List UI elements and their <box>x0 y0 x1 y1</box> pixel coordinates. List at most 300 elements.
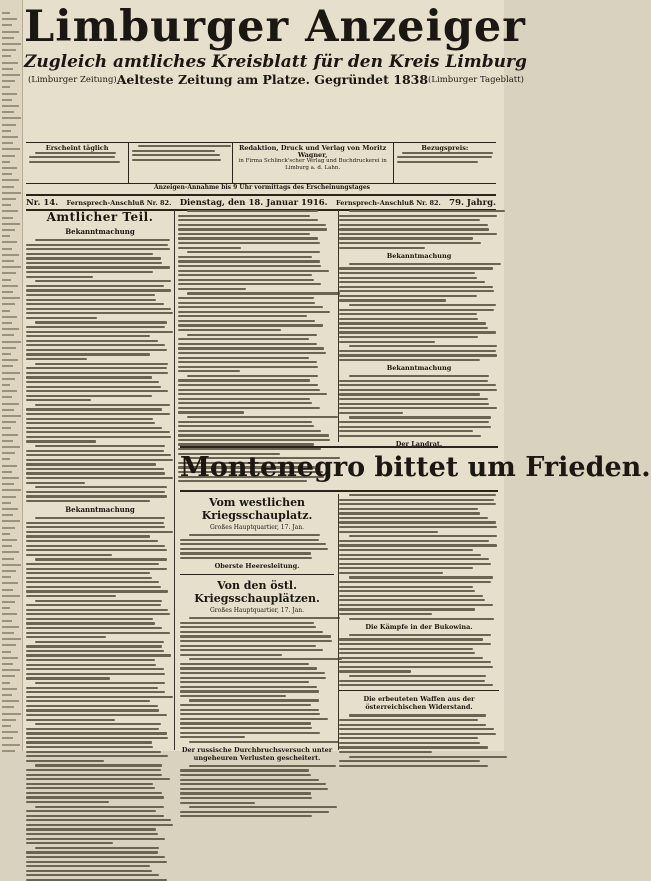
masthead <box>24 2 527 87</box>
edge-text-line <box>2 589 13 591</box>
edge-text-line <box>2 409 14 411</box>
text-line <box>180 811 329 813</box>
text-line <box>26 760 104 762</box>
text-line <box>26 590 168 592</box>
edge-text-line <box>2 99 12 101</box>
text-line <box>339 341 435 343</box>
edge-text-line <box>2 502 11 504</box>
edge-text-line <box>2 272 16 274</box>
text-line <box>339 393 480 395</box>
text-line <box>26 668 164 670</box>
edge-text-line <box>2 576 11 578</box>
edge-text-line <box>2 471 12 473</box>
text-line <box>26 709 159 711</box>
text-line <box>339 318 478 320</box>
text-line <box>180 631 323 633</box>
text-line <box>339 549 473 551</box>
text-line <box>189 617 340 619</box>
text-line <box>178 389 320 391</box>
edge-text-line <box>2 452 15 454</box>
notice-heading: Bekanntmachung <box>386 251 452 260</box>
text-line <box>339 728 494 730</box>
text-line <box>26 833 158 835</box>
text-line <box>26 778 170 780</box>
text-line <box>26 463 156 465</box>
text-line <box>180 732 320 734</box>
edge-text-line <box>2 669 20 671</box>
text-line <box>178 347 324 349</box>
text-line <box>339 224 488 226</box>
text-line <box>339 737 478 739</box>
text-line <box>339 742 480 744</box>
edge-text-line <box>2 365 13 367</box>
edge-text-line <box>2 303 15 305</box>
text-line <box>189 806 337 808</box>
text-line <box>178 439 330 441</box>
text-line <box>178 398 310 400</box>
edge-text-line <box>2 601 15 603</box>
right-tag: (Limburger Tageblatt) <box>428 75 524 85</box>
text-line <box>339 526 497 528</box>
text-line <box>339 322 486 324</box>
text-line <box>339 680 485 682</box>
text-line <box>26 431 170 433</box>
edge-text-line <box>2 396 12 398</box>
text-line <box>26 459 173 461</box>
divider <box>180 574 334 575</box>
newspaper-title: Limburger Anzeiger <box>24 2 526 52</box>
text-line <box>178 393 327 395</box>
article-text <box>26 517 174 881</box>
text-line <box>339 558 489 560</box>
text-line <box>339 313 477 315</box>
text-line <box>26 572 150 574</box>
edge-text-line <box>2 310 10 312</box>
edge-text-line <box>2 434 18 436</box>
text-line <box>26 636 106 638</box>
article-subhead: Die erbeuteten Waffen aus der österreichischen Widerstand. <box>363 695 475 712</box>
text-line <box>26 586 161 588</box>
text-line <box>26 545 165 547</box>
notice-heading: Bekanntmachung <box>386 364 452 373</box>
text-line <box>132 159 221 161</box>
publisher-line: in Firma Schlinck'scher Verlag und Buchdruckerei in Limburg a. d. Lahn. <box>238 158 387 171</box>
info-box-publication <box>26 143 128 183</box>
text-line <box>178 215 310 217</box>
edge-text-line <box>2 353 11 355</box>
text-line <box>178 425 314 427</box>
text-line <box>26 796 164 798</box>
article-text <box>339 210 499 249</box>
edge-text-line <box>2 620 12 622</box>
text-line <box>339 412 403 414</box>
edge-text-line <box>2 204 11 206</box>
text-line <box>339 290 494 292</box>
text-line <box>26 838 165 840</box>
text-line <box>178 233 310 235</box>
text-line <box>349 714 487 716</box>
text-line <box>339 638 483 640</box>
text-line <box>132 154 220 156</box>
edge-text-line <box>2 12 10 14</box>
edge-text-line <box>2 93 17 95</box>
text-line <box>178 357 309 359</box>
edge-text-line <box>2 632 14 634</box>
text-line <box>26 714 167 716</box>
text-line <box>178 237 318 239</box>
text-line <box>339 237 473 239</box>
text-line <box>26 317 97 319</box>
text-line <box>26 874 159 876</box>
edge-text-line <box>2 713 21 715</box>
text-line <box>339 309 494 311</box>
text-line <box>187 334 316 336</box>
edge-text-line <box>2 564 21 566</box>
main-headline: Montenegro bittet um Frieden. <box>180 446 498 492</box>
founding-line: Aelteste Zeitung am Platze. Gegründet 1838 <box>116 72 429 87</box>
text-line <box>178 311 330 313</box>
text-line <box>178 320 315 322</box>
edge-text-line <box>2 644 16 646</box>
text-line <box>339 281 485 283</box>
text-line <box>339 684 493 686</box>
text-line <box>26 581 159 583</box>
text-line <box>339 733 496 735</box>
text-line <box>339 277 477 279</box>
text-line <box>26 604 161 606</box>
text-line <box>26 664 156 666</box>
text-line <box>180 709 319 711</box>
text-line <box>180 769 309 771</box>
info-box-text <box>29 152 125 163</box>
info-box-head: Erscheint täglich <box>45 144 109 152</box>
text-line <box>339 760 480 762</box>
text-line <box>178 270 329 272</box>
text-line <box>26 344 165 346</box>
edge-text-line <box>2 297 20 299</box>
text-line <box>339 670 411 672</box>
edge-text-line <box>2 37 14 39</box>
text-line <box>29 156 115 158</box>
text-line <box>339 499 494 501</box>
text-line <box>35 321 167 323</box>
text-line <box>180 797 312 799</box>
info-box-text <box>397 152 493 163</box>
column-right-top <box>338 210 499 448</box>
info-box-price <box>393 143 496 183</box>
text-line <box>26 276 93 278</box>
article-text <box>180 617 334 743</box>
edge-text-line <box>2 217 13 219</box>
text-line <box>26 865 150 867</box>
phone-right: Fernsprech-Anschluß Nr. 82. <box>336 198 441 207</box>
text-line <box>26 728 159 730</box>
article-text <box>339 375 499 437</box>
edge-text-line <box>2 675 15 677</box>
edge-text-line <box>2 520 20 522</box>
text-line <box>178 288 246 290</box>
text-line <box>180 722 311 724</box>
notice-signature: Der Landrat. <box>395 439 443 448</box>
text-line <box>339 389 497 391</box>
text-line <box>35 806 164 808</box>
text-line <box>35 445 165 447</box>
info-box-ornament <box>128 143 231 183</box>
text-line <box>339 380 488 382</box>
article-text <box>180 765 334 818</box>
text-line <box>339 604 493 606</box>
edge-text-line <box>2 192 21 194</box>
edge-text-line <box>2 551 19 553</box>
edge-text-line <box>2 750 15 752</box>
text-line <box>349 345 498 347</box>
text-line <box>180 539 319 541</box>
text-line <box>26 741 152 743</box>
text-line <box>26 408 162 410</box>
text-line <box>178 274 312 276</box>
edge-text-line <box>2 390 17 392</box>
text-line <box>26 654 171 656</box>
edge-text-line <box>2 248 12 250</box>
edge-text-line <box>2 198 16 200</box>
edge-text-line <box>2 458 10 460</box>
text-line <box>26 440 96 442</box>
text-line <box>349 756 507 758</box>
edge-text-line <box>2 477 19 479</box>
dispatch-dateline: Großes Hauptquartier, 17. Jan. <box>209 524 304 531</box>
text-line <box>26 312 173 314</box>
text-line <box>26 819 171 821</box>
edge-text-line <box>2 179 19 181</box>
text-line <box>26 554 112 556</box>
text-line <box>26 659 155 661</box>
text-line <box>339 719 478 721</box>
edge-text-line <box>2 682 10 684</box>
edge-text-line <box>2 359 18 361</box>
edge-text-line <box>2 663 13 665</box>
edge-text-line <box>2 384 10 386</box>
edge-text-line <box>2 291 13 293</box>
text-line <box>26 303 164 305</box>
text-line <box>26 477 173 479</box>
edge-text-line <box>2 651 11 653</box>
text-line <box>339 215 497 217</box>
text-line <box>339 581 491 583</box>
text-line <box>187 292 339 294</box>
edge-text-line <box>2 173 12 175</box>
edge-text-line <box>2 235 10 237</box>
section-heading: Vom westlichen Kriegsschauplatz. <box>201 496 313 522</box>
text-line <box>26 787 155 789</box>
text-line <box>339 354 497 356</box>
edge-text-line <box>2 440 13 442</box>
info-box-head: Bezugspreis: <box>421 144 469 152</box>
text-line <box>26 395 152 397</box>
text-line <box>180 663 309 665</box>
text-line <box>26 253 153 255</box>
edge-text-line <box>2 719 16 721</box>
text-line <box>26 851 158 853</box>
text-line <box>178 302 315 304</box>
text-line <box>26 824 173 826</box>
edge-text-line <box>2 229 15 231</box>
text-line <box>339 572 443 574</box>
info-bar <box>26 142 496 184</box>
article-text <box>339 634 499 687</box>
edge-text-line <box>2 613 17 615</box>
text-line <box>180 736 245 738</box>
edge-text-line <box>2 341 21 343</box>
text-line <box>26 769 161 771</box>
text-line <box>26 673 165 675</box>
newspaper-subtitle: Zugleich amtliches Kreisblatt für den Kreis Limburg <box>24 52 527 72</box>
text-line <box>180 779 319 781</box>
column-middle-top <box>178 210 332 442</box>
text-line <box>339 643 491 645</box>
text-line <box>26 468 164 470</box>
column-war-reports <box>180 494 334 762</box>
text-line <box>349 304 496 306</box>
text-line <box>339 657 483 659</box>
text-line <box>26 271 153 273</box>
text-line <box>339 724 486 726</box>
edge-text-line <box>2 415 21 417</box>
text-line <box>178 379 310 381</box>
text-line <box>178 370 240 372</box>
text-line <box>26 732 167 734</box>
text-line <box>26 627 162 629</box>
text-line <box>339 540 489 542</box>
edge-text-line <box>2 570 16 572</box>
edge-text-line <box>2 483 14 485</box>
text-line <box>178 219 318 221</box>
text-line <box>35 641 164 643</box>
notice-heading: Bekanntmachung <box>65 227 135 236</box>
text-line <box>178 283 321 285</box>
text-line <box>26 801 109 803</box>
edge-text-line <box>2 105 19 107</box>
edge-text-line <box>2 638 21 640</box>
text-line <box>26 413 170 415</box>
volume-year: 79. Jahrg. <box>449 197 496 208</box>
text-line <box>26 500 150 502</box>
text-line <box>339 398 488 400</box>
text-line <box>35 558 167 560</box>
text-line <box>26 677 110 679</box>
edge-text-line <box>2 378 15 380</box>
text-line <box>339 586 473 588</box>
edge-text-line <box>2 334 14 336</box>
text-line <box>138 145 231 147</box>
edge-text-line <box>2 427 11 429</box>
text-line <box>180 690 319 692</box>
text-line <box>132 150 215 152</box>
text-line <box>26 244 168 246</box>
text-line <box>178 402 312 404</box>
text-line <box>189 741 338 743</box>
text-line <box>26 687 158 689</box>
text-line <box>187 210 318 212</box>
edge-text-line <box>2 24 12 26</box>
edge-text-line <box>2 186 14 188</box>
edge-text-line <box>2 706 14 708</box>
text-line <box>26 289 171 291</box>
text-line <box>35 404 170 406</box>
text-line <box>187 416 338 418</box>
edge-text-line <box>2 68 13 70</box>
text-line <box>26 755 168 757</box>
text-line <box>180 718 328 720</box>
text-line <box>180 654 282 656</box>
tagline <box>24 72 524 87</box>
edge-text-line <box>2 688 17 690</box>
text-line <box>349 576 493 578</box>
edge-text-line <box>2 514 13 516</box>
text-line <box>339 531 438 533</box>
text-line <box>178 247 241 249</box>
text-line <box>26 399 91 401</box>
text-line <box>339 430 473 432</box>
text-line <box>26 700 150 702</box>
text-line <box>180 677 326 679</box>
text-line <box>178 407 320 409</box>
text-line <box>26 622 155 624</box>
text-line <box>339 666 493 668</box>
text-line <box>26 418 153 420</box>
text-line <box>35 847 159 849</box>
text-line <box>35 363 168 365</box>
edge-text-line <box>2 582 18 584</box>
text-line <box>26 810 156 812</box>
edge-text-line <box>2 254 19 256</box>
text-line <box>26 870 152 872</box>
text-line <box>339 272 475 274</box>
edge-text-line <box>2 694 12 696</box>
text-line <box>26 285 164 287</box>
edge-text-line <box>2 124 16 126</box>
text-line <box>349 675 487 677</box>
text-line <box>339 521 496 523</box>
text-line <box>180 815 312 817</box>
text-line <box>26 381 159 383</box>
text-line <box>180 672 325 674</box>
text-line <box>178 324 323 326</box>
text-line <box>26 331 173 333</box>
text-line <box>339 595 483 597</box>
text-line <box>178 279 314 281</box>
report-signature: Oberste Heeresleitung. <box>214 562 300 571</box>
text-line <box>178 352 326 354</box>
text-line <box>349 416 491 418</box>
adjacent-page-edge <box>0 0 23 751</box>
text-line <box>178 384 318 386</box>
info-box-publisher <box>232 143 393 183</box>
edge-text-line <box>2 260 14 262</box>
edge-text-line <box>2 328 19 330</box>
edge-text-line <box>2 241 17 243</box>
section-heading: Amtlicher Teil. <box>46 210 154 224</box>
text-line <box>35 723 161 725</box>
text-line <box>26 390 168 392</box>
text-line <box>35 682 165 684</box>
edge-text-line <box>2 539 17 541</box>
dateline <box>26 194 496 211</box>
text-line <box>339 350 496 352</box>
edge-text-line <box>2 86 10 88</box>
edge-text-line <box>2 731 18 733</box>
text-line <box>189 699 318 701</box>
edge-text-line <box>2 130 11 132</box>
